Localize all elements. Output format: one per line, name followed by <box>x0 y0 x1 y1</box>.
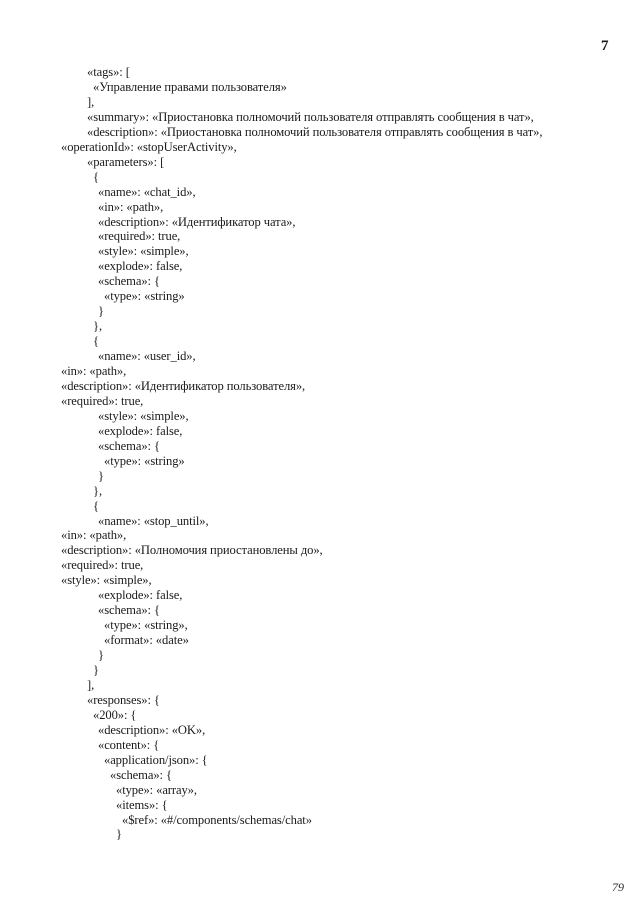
code-line: «in»: «path», <box>98 199 164 214</box>
code-line: «schema»: { <box>110 767 172 782</box>
code-line: «Управление правами пользователя» <box>93 79 287 94</box>
handwritten-page-number: 79 <box>612 880 624 894</box>
code-line: «type»: «string» <box>104 289 185 304</box>
code-line: «style»: «simple», <box>98 244 189 259</box>
code-line: «format»: «date» <box>104 633 189 648</box>
code-line: «explode»: false, <box>98 423 183 438</box>
code-line: { <box>93 334 99 349</box>
code-line: «required»: true, <box>61 393 144 408</box>
code-line: «description»: «Полномочия приостановлены до», <box>61 543 323 558</box>
code-line: «description»: «OK», <box>98 722 206 737</box>
code-line: «schema»: { <box>98 603 160 618</box>
code-line: } <box>93 663 99 677</box>
code-line: } <box>98 468 104 483</box>
code-line: }, <box>93 319 102 334</box>
code-line: } <box>98 304 104 319</box>
code-line: ], <box>87 677 95 692</box>
code-line: «items»: { <box>116 797 168 812</box>
code-line: } <box>116 827 122 842</box>
code-line: «schema»: { <box>98 438 160 453</box>
code-line: «name»: «chat_id», <box>98 184 196 199</box>
code-line: «required»: true, <box>61 558 144 573</box>
code-line: «style»: «simple», <box>98 408 189 423</box>
code-line: «200»: { <box>93 707 137 722</box>
code-line: «schema»: { <box>98 274 160 289</box>
code-line: { <box>93 498 99 513</box>
code-line: ], <box>87 94 95 109</box>
code-line: { <box>93 169 99 184</box>
code-line: «summary»: «Приостановка полномочий пользователя отправлять сообщения в чат», <box>87 109 534 124</box>
code-line: «type»: «array», <box>116 782 197 797</box>
code-line: «parameters»: [ <box>87 154 165 169</box>
code-line: «name»: «user_id», <box>98 349 196 364</box>
code-line: «application/json»: { <box>104 752 208 767</box>
code-line: «name»: «stop_until», <box>98 513 209 528</box>
code-line: «tags»: [ <box>87 65 130 79</box>
code-line: «description»: «Приостановка полномочий пользователя отправлять сообщения в чат», <box>87 124 543 139</box>
code-line: «content»: { <box>98 737 160 752</box>
code-line: }, <box>93 483 102 498</box>
code-line: «explode»: false, <box>98 259 183 274</box>
code-line: } <box>98 648 104 663</box>
code-line: «$ref»: «#/components/schemas/chat» <box>122 812 312 827</box>
code-line: «type»: «string» <box>104 453 185 468</box>
code-line: «in»: «path», <box>61 364 127 378</box>
code-line: «description»: «Идентификатор чата», <box>98 214 296 229</box>
code-line: «type»: «string», <box>104 618 188 633</box>
code-line: «description»: «Идентификатор пользователя», <box>61 378 306 393</box>
code-line: «operationId»: «stopUserActivity», <box>61 139 237 154</box>
page-number: 7 <box>601 38 609 54</box>
code-line: «responses»: { <box>87 692 160 707</box>
code-line: «explode»: false, <box>98 588 183 603</box>
code-line: «style»: «simple», <box>61 573 152 588</box>
code-line: «in»: «path», <box>61 528 127 543</box>
code-line: «required»: true, <box>98 229 181 244</box>
